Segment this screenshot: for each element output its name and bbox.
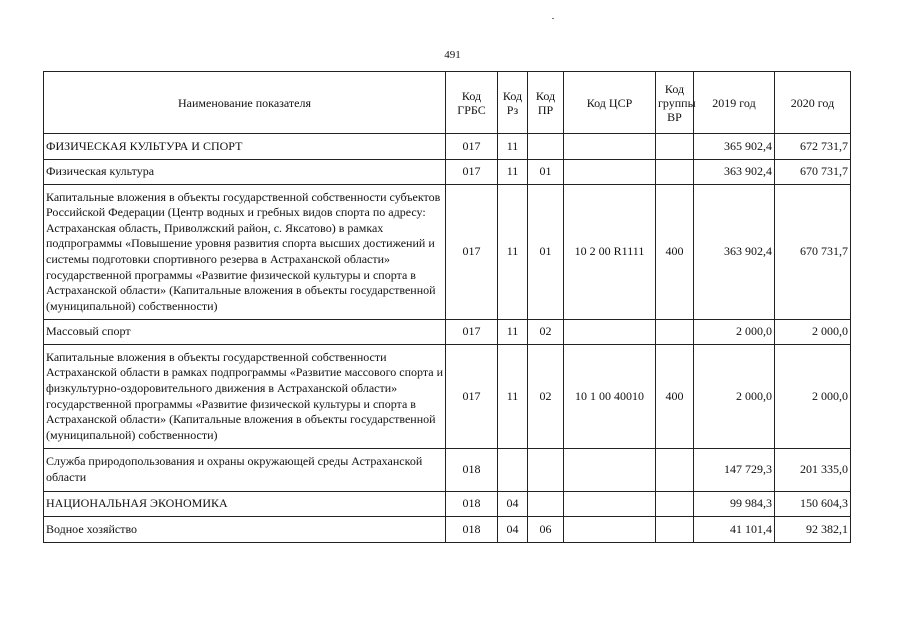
cell-pr [528,134,564,160]
cell-vr: 400 [656,345,694,449]
table-row [44,185,851,320]
cell-2020: 670 731,7 [775,160,851,185]
table-row [44,449,851,492]
table-body [44,134,851,543]
cell-2019: 365 902,4 [694,134,775,160]
cell-name: НАЦИОНАЛЬНАЯ ЭКОНОМИКА [44,492,446,517]
cell-csr [564,449,656,492]
cell-grbs: 017 [446,134,498,160]
cell-2019: 2 000,0 [694,345,775,449]
cell-name: Капитальные вложения в объекты государственной собственности Астраханской области в рамках подпрограммы «Развитие массового спорта и физкультурно-оздоровительного движения в Астраханской области» государственной программы «Развитие физической культуры и спорта в Астраханской области» (Капитальные вложения в объекты государственной (муниципальной) собственности) [44,345,446,449]
cell-2020: 672 731,7 [775,134,851,160]
header-2019: 2019 год [694,72,775,134]
budget-table [43,71,851,543]
cell-csr [564,492,656,517]
cell-rz: 11 [498,185,528,320]
cell-name: Служба природопользования и охраны окружающей среды Астраханской области [44,449,446,492]
cell-vr [656,134,694,160]
cell-rz: 11 [498,320,528,345]
cell-2020: 670 731,7 [775,185,851,320]
table-row [44,517,851,543]
cell-pr: 01 [528,185,564,320]
cell-pr [528,449,564,492]
table-row [44,134,851,160]
cell-2019: 99 984,3 [694,492,775,517]
cell-vr [656,492,694,517]
cell-grbs: 018 [446,449,498,492]
table-row [44,345,851,449]
cell-rz: 11 [498,134,528,160]
cell-grbs: 017 [446,185,498,320]
cell-csr [564,160,656,185]
cell-grbs: 017 [446,345,498,449]
cell-pr: 02 [528,320,564,345]
header-row [44,72,851,134]
cell-csr: 10 2 00 R1111 [564,185,656,320]
cell-rz [498,449,528,492]
table-row [44,160,851,185]
cell-2019: 147 729,3 [694,449,775,492]
cell-2019: 363 902,4 [694,185,775,320]
cell-2020: 92 382,1 [775,517,851,543]
cell-pr: 06 [528,517,564,543]
cell-grbs: 017 [446,320,498,345]
header-rz: Код Рз [498,72,528,134]
page-number: 491 [444,49,461,61]
cell-csr: 10 1 00 40010 [564,345,656,449]
cell-2019: 363 902,4 [694,160,775,185]
cell-2020: 2 000,0 [775,320,851,345]
cell-name: ФИЗИЧЕСКАЯ КУЛЬТУРА И СПОРТ [44,134,446,160]
header-csr: Код ЦСР [564,72,656,134]
cell-grbs: 018 [446,517,498,543]
cell-name: Капитальные вложения в объекты государственной собственности субъектов Российской Федерации (Центр водных и гребных видов спорта по адресу: Астраханская область, Приволжский район, с. Яксатово) в рамках подпрограммы «Повышение уровня развития спорта высших достижений и системы подготовки спортивного резерва в Астраханской области» государственной программы «Развитие физической культуры и спорта в Астраханской области» (Капитальные вложения в объекты государственной (муниципальной) собственности) [44,185,446,320]
scan-mark [552,18,554,19]
header-pr: Код ПР [528,72,564,134]
header-vr: Код группы ВР [656,72,694,134]
cell-name: Массовый спорт [44,320,446,345]
table-row [44,320,851,345]
cell-grbs: 017 [446,160,498,185]
cell-vr [656,449,694,492]
cell-grbs: 018 [446,492,498,517]
cell-2019: 41 101,4 [694,517,775,543]
cell-name: Физическая культура [44,160,446,185]
table-row [44,492,851,517]
cell-name: Водное хозяйство [44,517,446,543]
cell-csr [564,320,656,345]
cell-2020: 150 604,3 [775,492,851,517]
cell-2020: 2 000,0 [775,345,851,449]
cell-rz: 04 [498,517,528,543]
cell-2019: 2 000,0 [694,320,775,345]
header-name: Наименование показателя [44,72,446,134]
cell-rz: 11 [498,160,528,185]
cell-vr [656,160,694,185]
cell-csr [564,517,656,543]
cell-rz: 04 [498,492,528,517]
cell-pr: 02 [528,345,564,449]
header-2020: 2020 год [775,72,851,134]
header-grbs: Код ГРБС [446,72,498,134]
cell-vr: 400 [656,185,694,320]
cell-pr: 01 [528,160,564,185]
cell-vr [656,320,694,345]
cell-csr [564,134,656,160]
cell-2020: 201 335,0 [775,449,851,492]
cell-rz: 11 [498,345,528,449]
cell-pr [528,492,564,517]
cell-vr [656,517,694,543]
